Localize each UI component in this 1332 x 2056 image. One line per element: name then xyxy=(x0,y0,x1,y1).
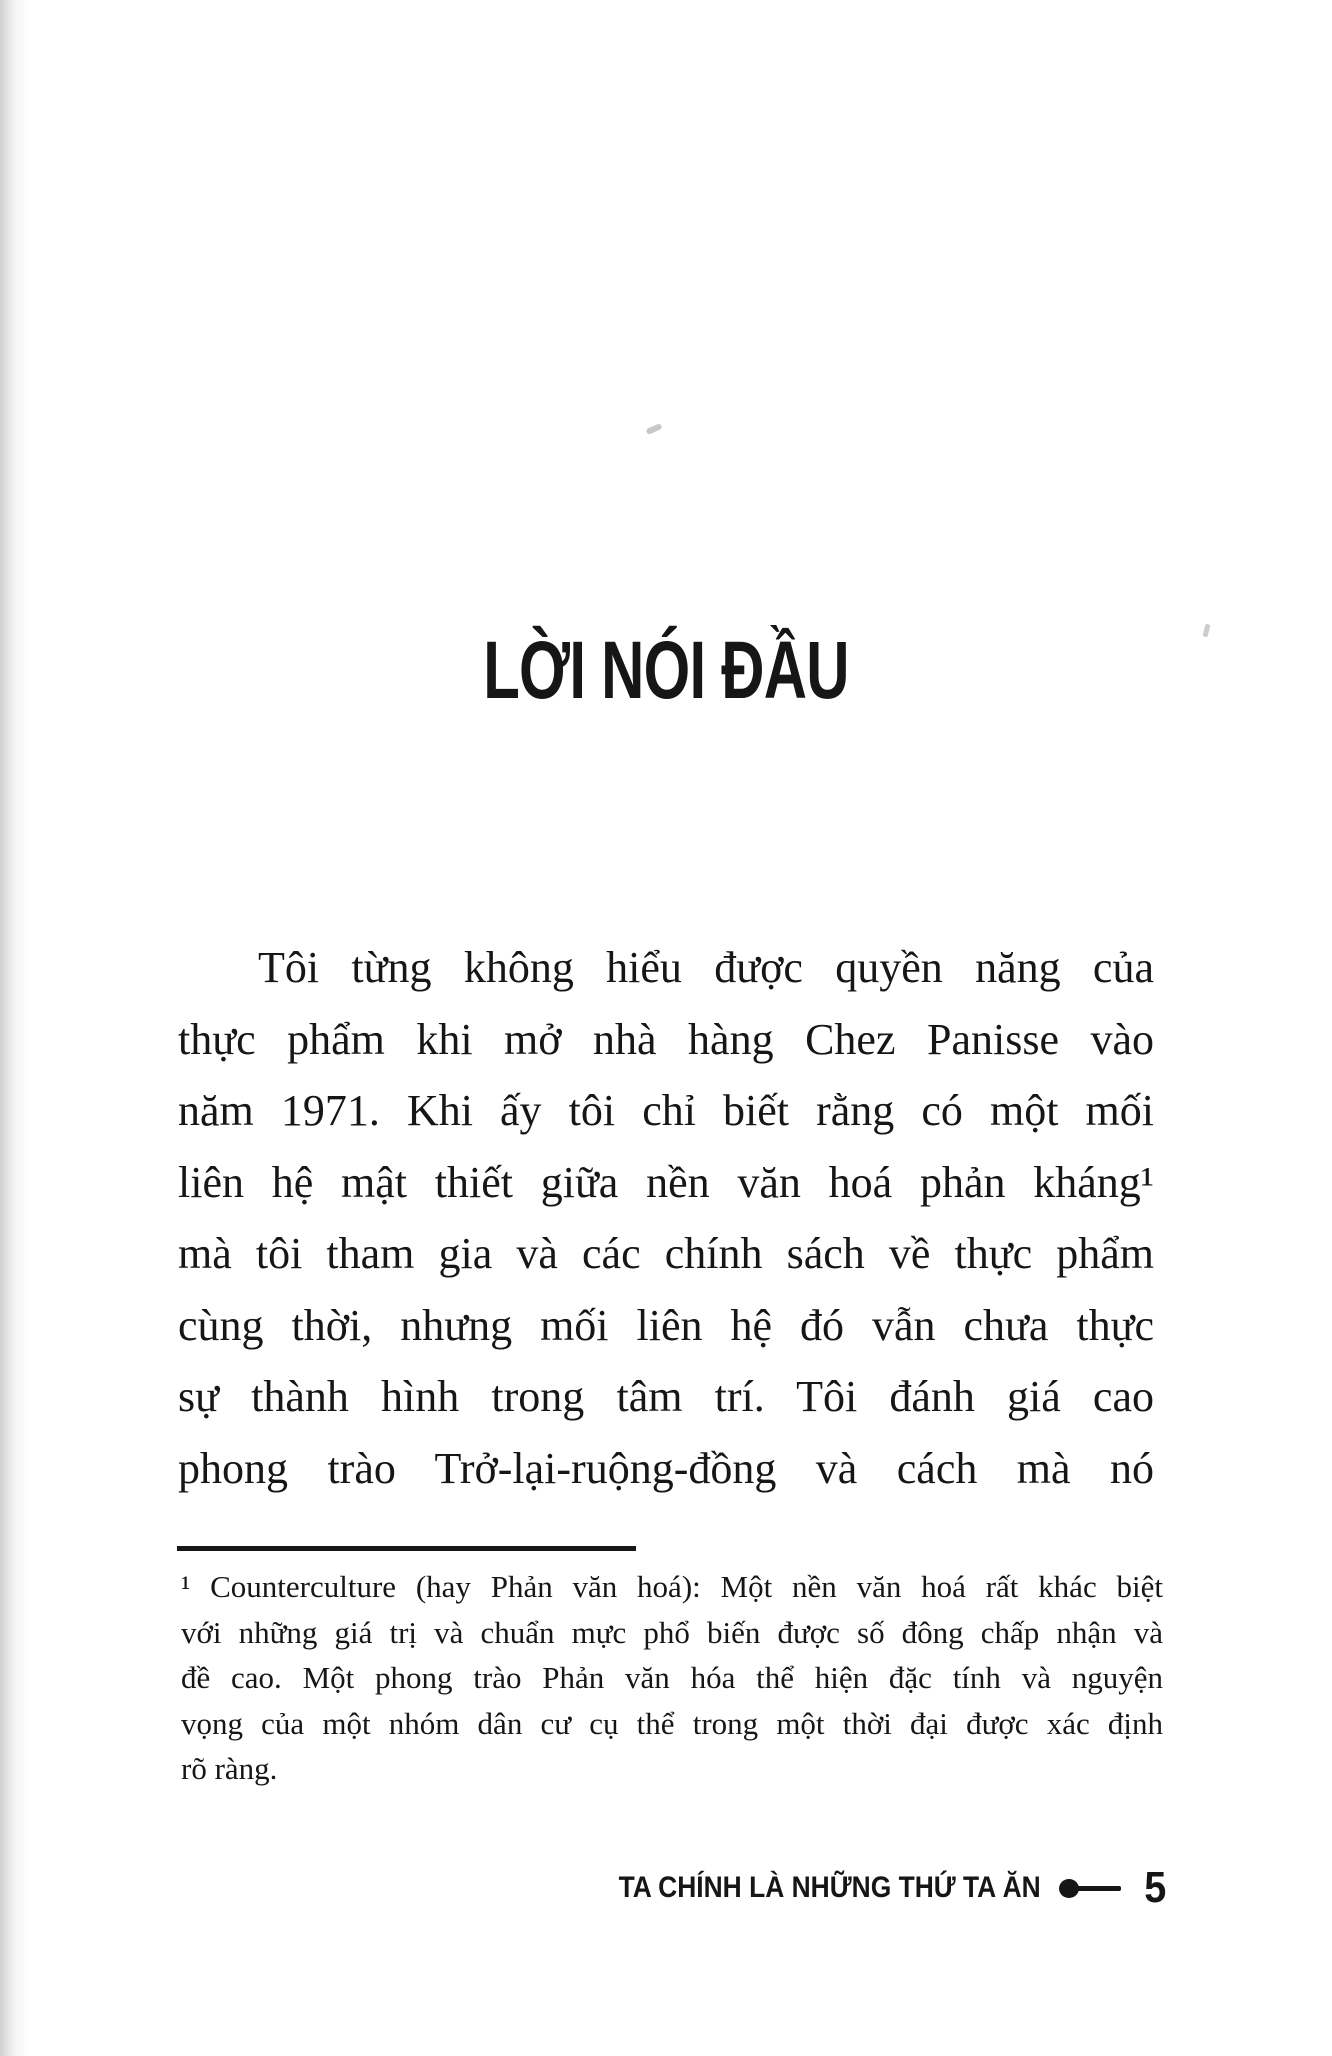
bullet-dot xyxy=(1059,1879,1079,1898)
footnote xyxy=(181,1564,1163,1792)
body-line: sự thành hình trong tâm trí. Tôi đánh giá cao xyxy=(178,1372,1154,1421)
footnote-line: đề cao. Một phong trào Phản văn hóa thể hiện đặc tính và nguyện xyxy=(181,1660,1163,1695)
chapter-title: LỜI NÓI ĐẦU xyxy=(483,624,849,716)
body-line: phong trào Trở-lại-ruộng-đồng và cách mà nó xyxy=(178,1443,1154,1493)
body-paragraph xyxy=(178,932,1154,1504)
footnote-line: với những giá trị và chuẩn mực phổ biến được số đông chấp nhận và xyxy=(181,1614,1163,1650)
running-footer xyxy=(561,1863,1167,1912)
footnote-divider-rule xyxy=(177,1546,636,1551)
body-line: cùng thời, nhưng mối liên hệ đó vẫn chưa thực xyxy=(178,1300,1154,1350)
body-line: Tôi từng không hiểu được quyền năng của xyxy=(258,943,1154,992)
footer-page-number: 5 xyxy=(1143,1863,1166,1912)
footnote-line: rõ ràng. xyxy=(181,1751,278,1786)
footer-book-title: TA CHÍNH LÀ NHỮNG THỨ TA ĂN xyxy=(618,1871,1041,1904)
bullet-dash xyxy=(1077,1886,1121,1891)
bullet-dash-icon xyxy=(1059,1879,1121,1898)
footnote-line: vọng của một nhóm dân cư cụ thể trong một thời đại được xác định xyxy=(181,1705,1163,1741)
page-gutter-shadow xyxy=(0,0,30,2056)
scan-artifact xyxy=(645,423,662,435)
body-line: liên hệ mật thiết giữa nền văn hoá phản kháng¹ xyxy=(178,1157,1154,1207)
body-line: thực phẩm khi mở nhà hàng Chez Panisse vào xyxy=(178,1014,1154,1064)
footnote-line: ¹ Counterculture (hay Phản văn hoá): Một nền văn hoá rất khác biệt xyxy=(181,1569,1163,1604)
body-line: năm 1971. Khi ấy tôi chỉ biết rằng có một mối xyxy=(178,1086,1154,1135)
scan-artifact xyxy=(1203,624,1211,638)
body-line: mà tôi tham gia và các chính sách về thực phẩm xyxy=(178,1229,1154,1278)
